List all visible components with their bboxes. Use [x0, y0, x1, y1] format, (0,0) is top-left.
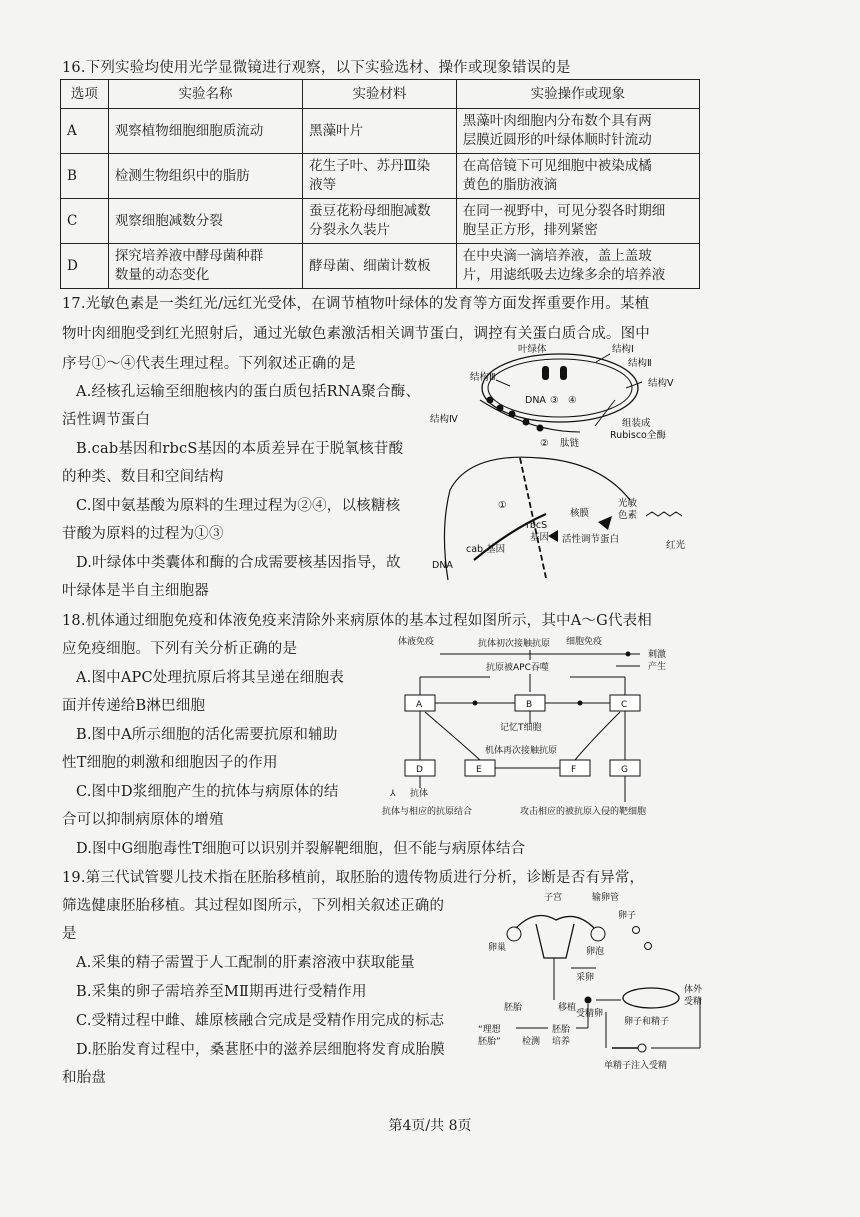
q19-option-c: C.受精过程中雌、雄原核融合完成是受精作用完成的标志	[76, 1013, 445, 1029]
label-antibody: 抗体	[410, 789, 429, 799]
q16-table	[60, 79, 700, 289]
regulator-icon	[548, 530, 558, 542]
q17-stem-line: 序号①～④代表生理过程。下列叙述正确的是	[62, 356, 356, 372]
label-red: 红光	[666, 540, 686, 551]
ribosome-icon	[487, 397, 494, 404]
label-first: 抗体初次接触抗原	[478, 639, 551, 649]
label-collect: 采卵	[576, 973, 595, 983]
label-binding: 抗体与相应的抗原结合	[382, 807, 473, 817]
redlight-wave-icon	[646, 512, 682, 516]
thylakoid-icon	[542, 366, 549, 380]
page-footer: 第4页/共 8页	[388, 1118, 472, 1134]
cell-text: 观察细胞减数分裂	[114, 212, 223, 229]
label-vitro1: 体外	[684, 985, 703, 995]
name-cell	[108, 109, 302, 154]
label-produce: 产生	[648, 662, 667, 672]
label-n4: ④	[568, 395, 577, 406]
q18-option-a-cont: 面并传递给B淋巴细胞	[62, 698, 206, 714]
label-b: B	[526, 700, 533, 710]
thylakoid-icon	[560, 366, 567, 380]
stimulate-dot	[473, 701, 478, 706]
label-vitro2: 受精	[684, 997, 703, 1007]
label-e: E	[476, 765, 482, 775]
label-ovary: 卵巢	[488, 943, 507, 953]
legend-dot	[626, 652, 631, 657]
label-peptide: 肽链	[560, 438, 580, 449]
option-cell: A	[61, 109, 109, 154]
cell-text: 观察植物细胞细胞质流动	[114, 122, 264, 139]
q17-option-d: D.叶绿体中类囊体和酶的合成需要核基因指导，故	[76, 555, 401, 571]
q17-option-a: A.经核孔运输至细胞核内的蛋白质包括RNA聚合酶、	[76, 384, 421, 400]
cell-text: 在同一视野中，可见分裂各时期细	[462, 203, 666, 219]
label-chloroplast: 叶绿体	[518, 344, 547, 355]
material-cell	[303, 244, 457, 289]
label-f: F	[571, 765, 577, 775]
antibody-icon: ⅄	[390, 789, 396, 799]
label-embryo: 胚胎	[504, 1003, 523, 1013]
label-rbcs: rbcS	[526, 520, 548, 531]
table-row	[61, 199, 700, 244]
label-assemble: 组装成	[622, 418, 651, 429]
label-phyto1: 光敏	[618, 498, 638, 509]
label-s4: 结构Ⅳ	[430, 414, 458, 425]
q18-option-c-cont: 合可以抑制病原体的增殖	[62, 812, 224, 828]
q17-stem-line: 物叶肉细胞受到红光照射后，通过光敏色素激活相关调节蛋白，调控有关蛋白质合成。图中	[62, 326, 650, 342]
nuclear-pore-line	[520, 458, 546, 578]
q17-option-b-cont: 的种类、数目和空间结构	[62, 469, 224, 485]
uterus-icon	[516, 916, 594, 929]
label-envelope: 核膜	[570, 508, 590, 519]
label-cellular: 细胞免疫	[566, 637, 603, 647]
label-ideal2: 胚胎”	[478, 1037, 501, 1047]
cell-text: 数量的动态变化	[114, 267, 210, 283]
option-cell: B	[61, 154, 109, 199]
table-row	[61, 109, 700, 154]
q18-option-b-cont: 性T细胞的刺激和细胞因子的作用	[62, 755, 278, 771]
q19-option-d-cont: 和胎盘	[62, 1070, 107, 1086]
q19-figure	[476, 888, 706, 1078]
pointer-line	[496, 380, 510, 386]
uterus-body	[536, 924, 574, 958]
q17-figure	[430, 340, 700, 580]
label-dna-in: DNA	[525, 395, 546, 406]
material-cell	[303, 199, 457, 244]
arrow-line	[575, 712, 620, 760]
chloroplast-inner	[488, 359, 632, 417]
label-cab: cab 基因	[466, 544, 506, 555]
label-attack: 攻击相应的被抗原入侵的靶细胞	[520, 807, 647, 817]
cell-text: 黄色的脂肪液滴	[462, 177, 558, 193]
label-ideal1: “理想	[478, 1025, 501, 1035]
operation-cell	[456, 154, 699, 199]
q17-option-b: B.cab基因和rbcS基因的本质差异在于脱氧核苷酸	[76, 441, 404, 457]
cell-text: 花生子叶、苏丹Ⅲ染	[309, 158, 431, 174]
label-culture1: 胚胎	[552, 1025, 571, 1035]
material-cell	[303, 154, 457, 199]
label-follicle: 卵泡	[586, 947, 605, 957]
pointer-line	[626, 382, 642, 388]
label-d: D	[416, 765, 423, 775]
cell-text: 酵母菌、细菌计数板	[309, 257, 431, 274]
q18-stem-line: 18.机体通过细胞免疫和体液免疫来清除外来病原体的基本过程如图所示，其中A～G代表相	[62, 613, 653, 629]
q19-stem-line: 是	[62, 926, 77, 942]
label-detect: 检测	[522, 1037, 541, 1047]
cell-text: 胞呈正方形，排列紧密	[462, 222, 598, 238]
table-header: 实验操作或现象	[456, 80, 699, 109]
q17-option-d-cont: 叶绿体是半自主细胞器	[62, 583, 209, 599]
cell-text: 黑藻叶肉细胞内分布数个具有两	[462, 113, 652, 129]
label-a: A	[416, 700, 423, 710]
name-cell	[108, 199, 302, 244]
q18-option-b: B.图中A所示细胞的活化需要抗原和辅助	[76, 727, 338, 743]
operation-cell	[456, 244, 699, 289]
label-g: G	[621, 765, 628, 775]
label-transfer: 移植	[558, 1003, 577, 1013]
q17-option-a-cont: 活性调节蛋白	[62, 412, 151, 428]
cell-text: 蚕豆花粉母细胞减数	[309, 203, 431, 219]
stimulate-dot	[578, 701, 583, 706]
q18-stem-line: 应免疫细胞。下列有关分析正确的是	[62, 641, 298, 657]
label-memory: 记忆T细胞	[500, 723, 542, 733]
table-header: 实验材料	[303, 80, 457, 109]
q17-option-c-cont: 苷酸为原料的过程为①③	[62, 526, 224, 542]
q19-option-b: B.采集的卵子需培养至MⅡ期再进行受精作用	[76, 984, 367, 1000]
label-apc: 抗原被APC吞噬	[486, 663, 549, 673]
table-header: 实验名称	[108, 80, 302, 109]
label-c: C	[621, 700, 628, 710]
label-stimulate: 刺激	[648, 650, 667, 660]
ovary-icon	[591, 927, 605, 941]
q19-stem-line: 19.第三代试管婴儿技术指在胚胎移植前，取胚胎的遗传物质进行分析，诊断是否有异常，	[62, 870, 645, 886]
table-header: 选项	[61, 80, 109, 109]
q16-stem: 16.下列实验均使用光学显微镜进行观察，以下实验选材、操作或现象错误的是	[62, 60, 571, 76]
cell-text: 层膜近圆形的叶绿体顺时针流动	[462, 132, 652, 148]
q18-option-a: A.图中APC处理抗原后将其呈递在细胞表	[76, 670, 344, 686]
label-s1: 结构Ⅰ	[612, 344, 634, 355]
cell-text: 黑藻叶片	[309, 122, 364, 139]
zygote-icon	[585, 997, 592, 1004]
label-culture2: 培养	[552, 1037, 571, 1047]
q19-option-a: A.采集的精子需置于人工配制的肝素溶液中获取能量	[76, 955, 415, 971]
table-row	[61, 244, 700, 289]
q19-option-d: D.胚胎发育过程中，桑葚胚中的滋养层细胞将发育成胎膜	[76, 1042, 445, 1058]
arrow-line	[425, 712, 480, 760]
material-cell	[303, 109, 457, 154]
ovary-icon	[507, 927, 521, 941]
cell-text: 探究培养液中酵母菌种群	[114, 248, 264, 264]
label-s5: 结构Ⅴ	[648, 378, 674, 389]
phytochrome-icon	[598, 516, 612, 530]
option-cell: D	[61, 244, 109, 289]
label-s3: 结构Ⅲ	[470, 372, 496, 383]
egg-icon	[633, 927, 640, 934]
cell-text: 分裂永久装片	[309, 222, 391, 238]
name-cell	[108, 154, 302, 199]
cell-text: 在中央滴一滴培养液，盖上盖玻	[462, 248, 652, 264]
egg-icon	[645, 943, 652, 950]
label-n3: ③	[550, 395, 559, 406]
cell-text: 在高倍镜下可见细胞中被染成橘	[462, 158, 652, 174]
q18-option-c: C.图中D浆细胞产生的抗体与病原体的结	[76, 784, 339, 800]
table-header-row	[61, 80, 700, 109]
label-humoral: 体液免疫	[398, 637, 435, 647]
label-dna-out: DNA	[432, 560, 453, 571]
nucleus-envelope-left	[450, 457, 630, 500]
operation-cell	[456, 199, 699, 244]
q18-figure	[380, 632, 710, 822]
label-s2: 结构Ⅱ	[628, 358, 652, 369]
label-again: 机体再次接触抗原	[485, 746, 558, 756]
label-zygote: 受精卵	[576, 1009, 604, 1019]
label-eggsperm: 卵子和精子	[624, 1017, 670, 1027]
cell-text: 液等	[309, 177, 337, 193]
operation-cell	[456, 109, 699, 154]
option-cell: C	[61, 199, 109, 244]
cell-text: 检测生物组织中的脂肪	[114, 167, 250, 184]
label-reg: 活性调节蛋白	[562, 534, 620, 545]
label-gene: 基因	[530, 532, 550, 543]
q17-stem-line: 17.光敏色素是一类红光/远红光受体，在调节植物叶绿体的发育等方面发挥重要作用。某植	[62, 296, 650, 312]
icsi-egg-icon	[638, 1044, 646, 1052]
label-rubisco: Rubisco全酶	[610, 430, 666, 441]
chloroplast-outer	[482, 354, 638, 422]
table-row	[61, 154, 700, 199]
petri-dish-icon	[623, 988, 679, 1008]
q18-option-d: D.图中G细胞毒性T细胞可以识别并裂解靶细胞，但不能与病原体结合	[76, 841, 526, 857]
cell-text: 片，用滤纸吸去边缘多余的培养液	[462, 267, 666, 283]
name-cell	[108, 244, 302, 289]
label-icsi: 单精子注入受精	[604, 1061, 668, 1071]
label-n2: ②	[540, 438, 549, 449]
label-uterus: 子宫	[544, 893, 563, 903]
label-phyto2: 色素	[618, 510, 638, 521]
label-egg: 卵子	[618, 911, 637, 921]
q19-stem-line: 筛选健康胚胎移植。其过程如图所示，下列相关叙述正确的	[62, 898, 445, 914]
q17-option-c: C.图中氨基酸为原料的生理过程为②④，以核糖核	[76, 498, 401, 514]
label-tube: 输卵管	[592, 893, 620, 903]
label-n1: ①	[498, 500, 507, 511]
